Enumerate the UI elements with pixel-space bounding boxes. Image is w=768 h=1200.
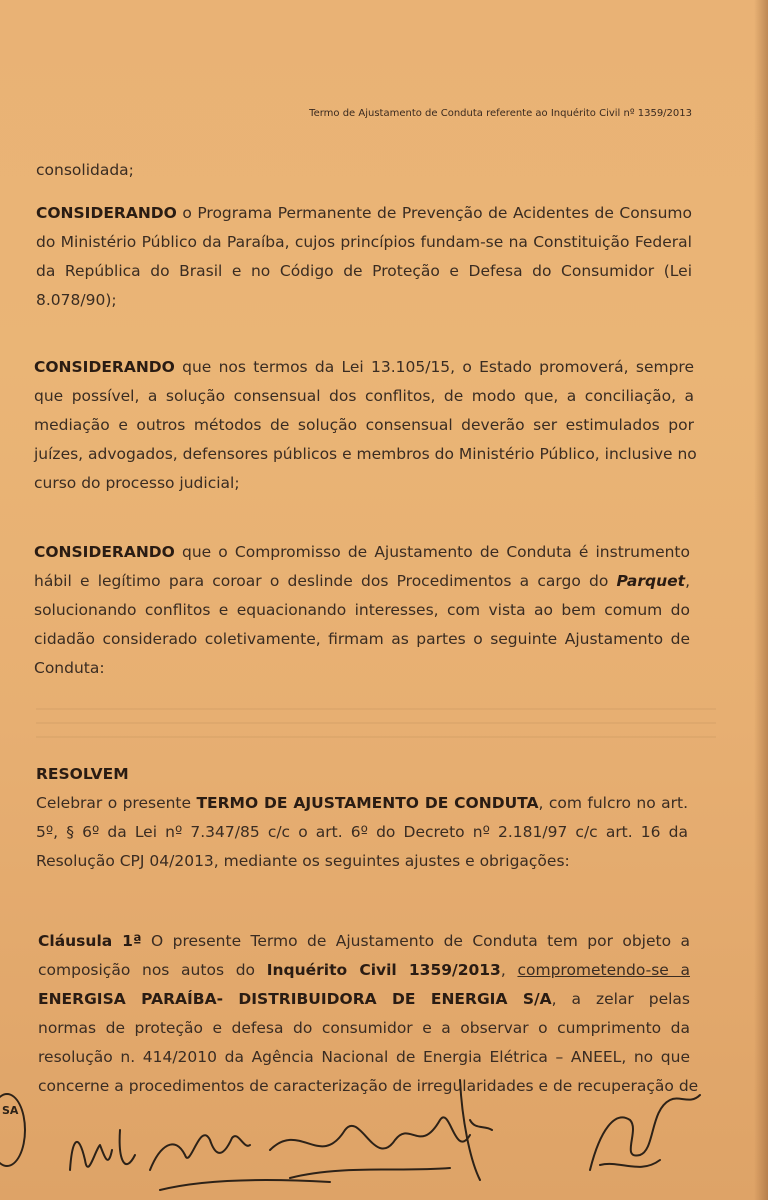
paragraph-considerando-2 — [34, 353, 697, 498]
text-line: solucionando conflitos e equacionando interesses, com vista ao bem comum do — [34, 601, 690, 619]
text-line — [38, 956, 690, 985]
text-span: , com fulcro no art. — [538, 794, 688, 812]
text-line: Resolução CPJ 04/2013, mediante os seguintes ajustes e obrigações: — [36, 852, 570, 870]
text-line — [36, 199, 692, 228]
parquet-term: Parquet — [616, 572, 686, 590]
text-line: 8.078/90); — [36, 291, 117, 309]
text-line: do Ministério Público da Paraíba, cujos princípios fundam-se na Constituição Federal — [36, 233, 692, 251]
text-line: cidadão considerado coletivamente, firmam as partes o seguinte Ajustamento de — [34, 630, 690, 648]
text-line: consolidada; — [36, 161, 134, 179]
text-line — [38, 927, 690, 956]
resolvem-heading — [36, 760, 688, 789]
inquerito-ref: Inquérito Civil 1359/2013 — [266, 961, 501, 979]
tac-title: TERMO DE AJUSTAMENTO DE CONDUTA — [196, 794, 539, 812]
page-edge-shadow — [754, 0, 768, 1200]
text-line: curso do processo judicial; — [34, 474, 240, 492]
considerando-label: CONSIDERANDO — [36, 204, 177, 222]
text-span: hábil e legítimo para coroar o deslinde dos Procedimentos a cargo do — [34, 572, 617, 590]
text-line — [34, 567, 690, 596]
signature-1 — [70, 1130, 135, 1170]
text-span: O presente Termo de Ajustamento de Conduta tem por objeto a — [141, 932, 690, 950]
text-span: , — [685, 572, 690, 590]
clausula-label: Cláusula 1ª — [38, 932, 142, 950]
signature-2 — [150, 1135, 330, 1190]
paragraph-considerando-1 — [36, 199, 692, 315]
paragraph-resolvem — [36, 760, 688, 876]
page-header: Termo de Ajustamento de Conduta referente ao Inquérito Civil nº 1359/2013 — [309, 108, 692, 119]
text-span: o Programa Permanente de Prevenção de Acidentes de Consumo — [176, 204, 692, 222]
text-line: Conduta: — [34, 659, 105, 677]
text-line: juízes, advogados, defensores públicos e membros do Ministério Público, inclusive no — [34, 445, 697, 463]
signature-5 — [590, 1095, 700, 1170]
text-line: concerne a procedimentos de caracterização de irregularidades e de recuperação de — [38, 1077, 699, 1095]
text-line — [34, 353, 694, 382]
text-span: que o Compromisso de Ajustamento de Conduta é instrumento — [174, 543, 690, 561]
text-span: composição nos autos do — [38, 961, 267, 979]
signatures — [0, 1060, 768, 1200]
text-line: mediação e outros métodos de solução consensual deverão ser estimulados por — [34, 416, 694, 434]
considerando-label: CONSIDERANDO — [34, 358, 175, 376]
paragraph-considerando-3 — [34, 538, 690, 683]
heading-text: RESOLVEM — [36, 765, 129, 783]
text-line: resolução n. 414/2010 da Agência Nacional de Energia Elétrica – ANEEL, no que — [38, 1048, 690, 1066]
text-line: 5º, § 6º da Lei nº 7.347/85 c/c o art. 6º do Decreto nº 2.181/97 c/c art. 16 da — [36, 823, 688, 841]
text-line: que possível, a solução consensual dos conflitos, de modo que, a conciliação, a — [34, 387, 694, 405]
text-line: normas de proteção e defesa do consumidor e a observar o cumprimento da — [38, 1019, 690, 1037]
stamp-text: SA — [2, 1104, 19, 1117]
text-span: , — [500, 961, 518, 979]
text-line — [36, 789, 688, 818]
company-name: ENERGISA PARAÍBA- DISTRIBUIDORA DE ENERGIA S/A — [38, 990, 552, 1008]
text-span: , a zelar pelas — [551, 990, 690, 1008]
bleed-through-text — [36, 708, 716, 748]
text-span: que nos termos da Lei 13.105/15, o Estado promoverá, sempre — [174, 358, 694, 376]
considerando-label: CONSIDERANDO — [34, 543, 175, 561]
text-line: da República do Brasil e no Código de Proteção e Defesa do Consumidor (Lei — [36, 262, 692, 280]
signature-4 — [460, 1080, 492, 1180]
signature-3 — [270, 1117, 470, 1178]
underlined-text: comprometendo-se a — [517, 961, 690, 979]
paragraph-consolidada — [36, 156, 716, 185]
text-line — [38, 985, 690, 1014]
text-line — [34, 538, 690, 567]
text-span: Celebrar o presente — [36, 794, 197, 812]
